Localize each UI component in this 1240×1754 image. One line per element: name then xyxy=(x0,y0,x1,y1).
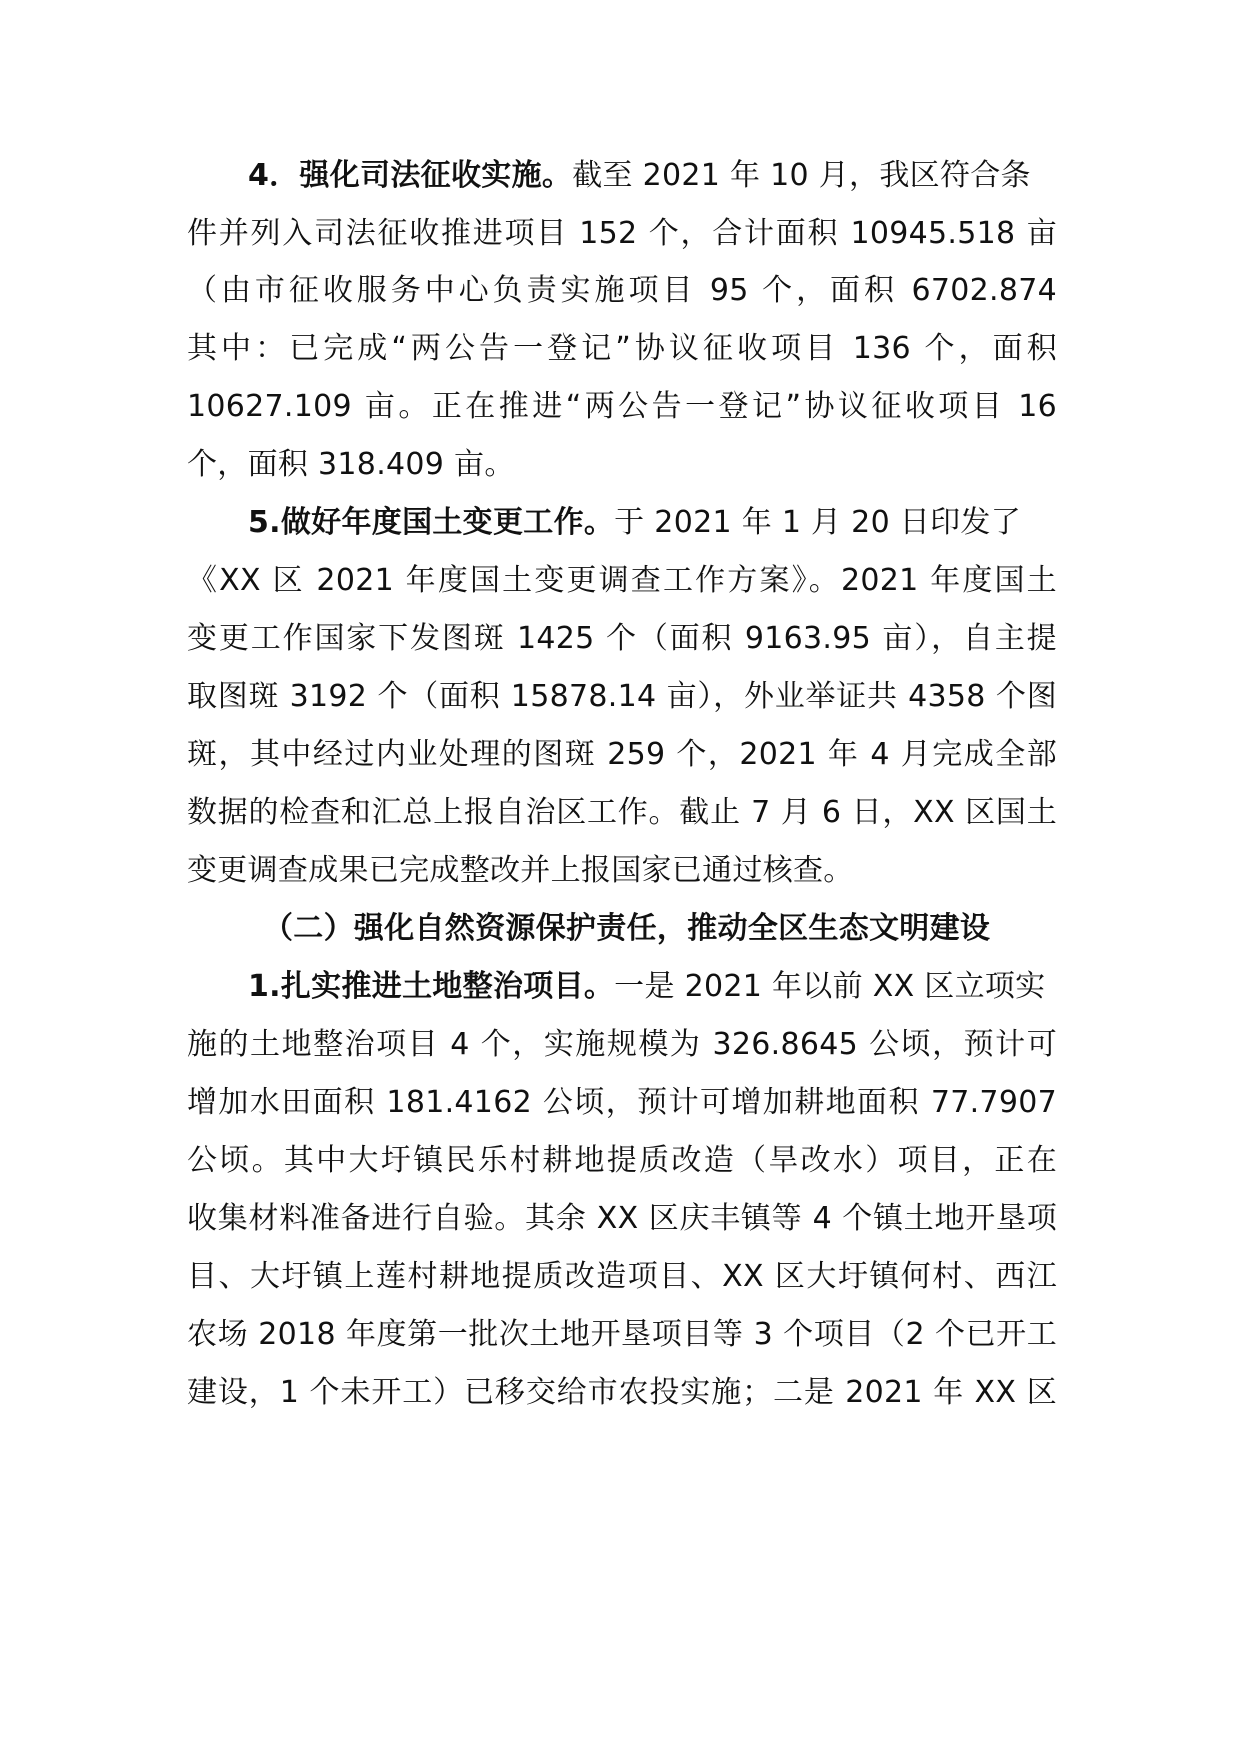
line-text: 截至 2021 年 10 月，我区符合条 xyxy=(572,158,1031,193)
paragraph-line-6: 个，面积 318.409 亩。 xyxy=(187,447,515,482)
paragraph-line-21: 农场 2018 年度第一批次土地开垦项目等 3 个项目（2 个已开工 xyxy=(187,1317,1057,1352)
section-title-1: 1.扎实推进土地整治项目。 xyxy=(248,969,615,1004)
paragraph-line-17: 增加水田面积 181.4162 公顷，预计可增加耕地面积 77.7907 xyxy=(187,1085,1057,1120)
line-text: 于 2021 年 1 月 20 日印发了 xyxy=(614,505,1021,540)
paragraph-line-5: 10627.109 亩。正在推进“两公告一登记”协议征收项目 16 xyxy=(187,389,1057,424)
section-heading-2: （二）强化自然资源保护责任，推动全区生态文明建设 xyxy=(263,911,991,946)
paragraph-line-18: 公顷。其中大圩镇民乐村耕地提质改造（旱改水）项目，正在 xyxy=(187,1143,1057,1178)
paragraph-line-20: 目、大圩镇上莲村耕地提质改造项目、XX 区大圩镇何村、西江 xyxy=(187,1259,1057,1294)
paragraph-line-8: 《XX 区 2021 年度国土变更调查工作方案》。2021 年度国土 xyxy=(187,563,1057,598)
paragraph-line-3: （由市征收服务中心负责实施项目 95 个，面积 6702.874 xyxy=(187,273,1057,308)
paragraph-line-13: 变更调查成果已完成整改并上报国家已通过核查。 xyxy=(187,853,854,888)
paragraph-line-11: 斑，其中经过内业处理的图斑 259 个，2021 年 4 月完成全部 xyxy=(187,737,1057,772)
section-title-4: 4．强化司法征收实施。 xyxy=(248,158,573,193)
line-text: 一是 2021 年以前 XX 区立项实 xyxy=(614,969,1046,1004)
paragraph-line-7 xyxy=(248,498,1057,548)
paragraph-line-16: 施的土地整治项目 4 个，实施规模为 326.8645 公顷，预计可 xyxy=(187,1027,1057,1062)
paragraph-line-12: 数据的检查和汇总上报自治区工作。截止 7 月 6 日，XX 区国土 xyxy=(187,795,1057,830)
section-title-5: 5.做好年度国土变更工作。 xyxy=(248,505,615,540)
paragraph-line-9: 变更工作国家下发图斑 1425 个（面积 9163.95 亩），自主提 xyxy=(187,621,1057,656)
paragraph-line-22: 建设，1 个未开工）已移交给市农投实施；二是 2021 年 XX 区 xyxy=(187,1375,1057,1410)
paragraph-line-1 xyxy=(248,151,1057,201)
paragraph-line-2: 件并列入司法征收推进项目 152 个，合计面积 10945.518 亩 xyxy=(187,216,1057,251)
paragraph-line-15 xyxy=(248,962,1057,1012)
paragraph-line-10: 取图斑 3192 个（面积 15878.14 亩），外业举证共 4358 个图 xyxy=(187,679,1057,714)
paragraph-line-19: 收集材料准备进行自验。其余 XX 区庆丰镇等 4 个镇土地开垦项 xyxy=(187,1201,1057,1236)
paragraph-line-4: 其中：已完成“两公告一登记”协议征收项目 136 个，面积 xyxy=(187,331,1057,366)
